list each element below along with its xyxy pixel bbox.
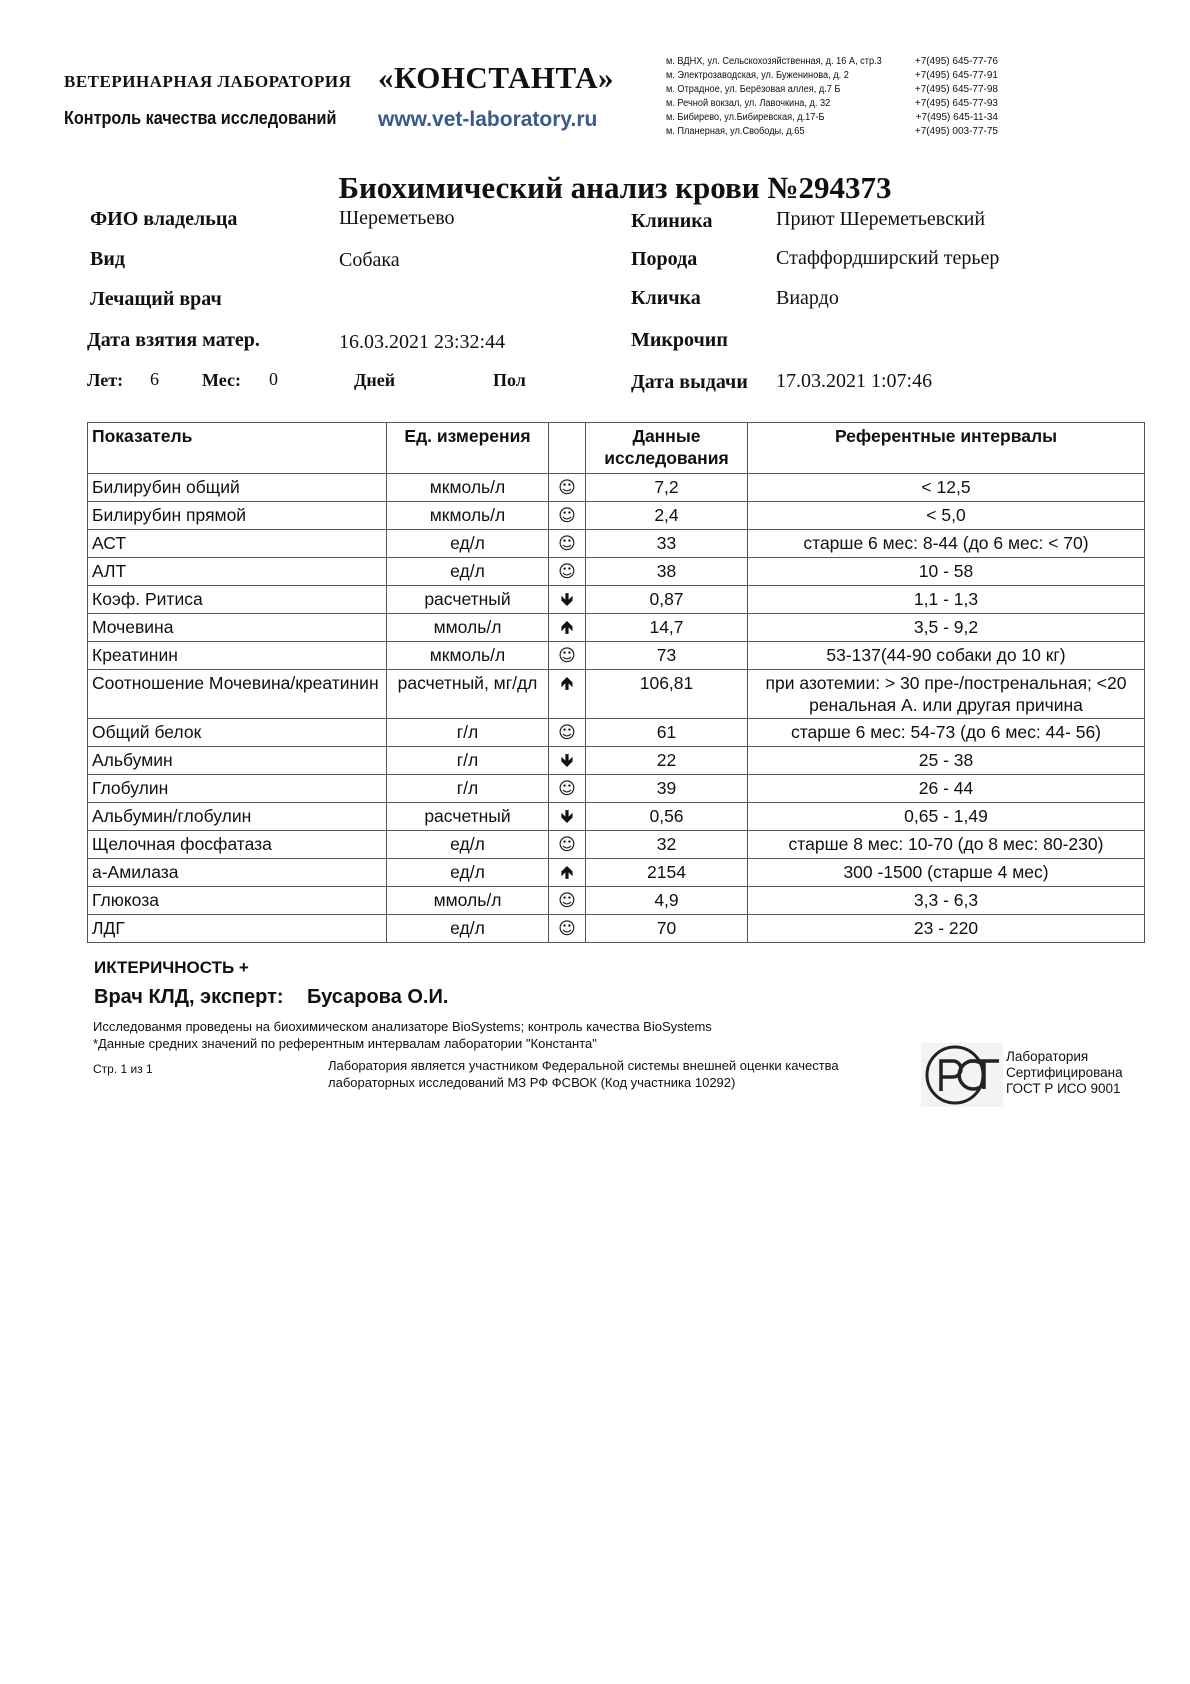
cell-ref: старше 8 мес: 10-70 (до 8 мес: 80-230) xyxy=(748,831,1145,859)
cell-name: Мочевина xyxy=(88,614,387,642)
cell-ref: 3,3 - 6,3 xyxy=(748,887,1145,915)
issue-date-label: Дата выдачи xyxy=(631,371,748,393)
phone-line: +7(495) 645-77-91 xyxy=(914,70,998,81)
table-header-row xyxy=(88,423,1145,474)
cell-flag xyxy=(549,775,586,803)
cell-value: 22 xyxy=(586,747,748,775)
doctor-label: Лечащий врач xyxy=(90,288,222,310)
cell-name: Альбумин xyxy=(88,747,387,775)
cell-value: 106,81 xyxy=(586,670,748,719)
cell-flag xyxy=(549,859,586,887)
cell-ref: 53-137(44-90 собаки до 10 кг) xyxy=(748,642,1145,670)
cell-name: Соотношение Мочевина/креатинин xyxy=(88,670,387,719)
cell-ref: 1,1 - 1,3 xyxy=(748,586,1145,614)
cell-unit: ед/л xyxy=(387,530,549,558)
cell-flag xyxy=(549,747,586,775)
breed-value: Стаффордширский терьер xyxy=(776,247,1000,269)
cell-ref: 25 - 38 xyxy=(748,747,1145,775)
phone-list xyxy=(908,55,998,139)
cell-ref: < 12,5 xyxy=(748,474,1145,502)
address-line: м. Речной вокзал, ул. Лавочкина, д. 32 xyxy=(666,98,831,109)
cert-line: ГОСТ Р ИСО 9001 xyxy=(1006,1081,1121,1096)
cell-unit: ед/л xyxy=(387,831,549,859)
cell-name: Глюкоза xyxy=(88,887,387,915)
years-label: Лет: xyxy=(87,370,124,390)
table-row xyxy=(88,747,1145,775)
table-row xyxy=(88,530,1145,558)
cell-ref: при азотемии: > 30 пре-/постренальная; <20 ренальная А. или другая причина xyxy=(748,670,1145,719)
phone-line: +7(495) 645-77-98 xyxy=(914,84,998,95)
cell-ref: старше 6 мес: 54-73 (до 6 мес: 44- 56) xyxy=(748,719,1145,747)
address-line: м. ВДНХ, ул. Сельскохозяйственная, д. 16 А, стр.3 xyxy=(666,56,882,67)
cell-name: Билирубин прямой xyxy=(88,502,387,530)
cell-name: Билирубин общий xyxy=(88,474,387,502)
cell-name: Общий белок xyxy=(88,719,387,747)
table-row xyxy=(88,775,1145,803)
table-row xyxy=(88,558,1145,586)
cell-unit: ед/л xyxy=(387,859,549,887)
cell-value: 73 xyxy=(586,642,748,670)
lab-url-link[interactable]: www.vet-laboratory.ru xyxy=(378,108,598,131)
address-line: м. Электрозаводская, ул. Буженинова, д. 2 xyxy=(666,70,849,81)
table-row xyxy=(88,586,1145,614)
lab-doctor-name: Бусарова О.И. xyxy=(307,986,449,1008)
smiley-icon: ☺ xyxy=(558,891,576,911)
cell-ref: 10 - 58 xyxy=(748,558,1145,586)
rst-certification-logo-icon xyxy=(921,1043,1003,1107)
reference-note: *Данные средних значений по референтным интервалам лаборатории "Константа" xyxy=(93,1036,597,1051)
cell-unit: г/л xyxy=(387,747,549,775)
cell-ref: 300 -1500 (старше 4 мес) xyxy=(748,859,1145,887)
cell-value: 33 xyxy=(586,530,748,558)
table-row xyxy=(88,502,1145,530)
smiley-icon: ☺ xyxy=(558,534,576,554)
fsvok-line: лабораторных исследований МЗ РФ ФСВОК (Код участника 10292) xyxy=(328,1075,736,1090)
cell-flag xyxy=(549,474,586,502)
document-title: Биохимический анализ крови №294373 xyxy=(338,170,892,205)
owner-label: ФИО владельца xyxy=(90,208,238,230)
cell-ref: старше 6 мес: 8-44 (до 6 мес: < 70) xyxy=(748,530,1145,558)
days-label: Дней xyxy=(354,370,396,390)
years-value: 6 xyxy=(150,369,159,389)
table-row xyxy=(88,831,1145,859)
cell-flag xyxy=(549,803,586,831)
sample-date-value: 16.03.2021 23:32:44 xyxy=(339,331,506,353)
cell-value: 32 xyxy=(586,831,748,859)
cell-ref: 3,5 - 9,2 xyxy=(748,614,1145,642)
table-row xyxy=(88,614,1145,642)
lab-subtitle: Контроль качества исследований xyxy=(64,108,337,128)
cell-unit: расчетный xyxy=(387,803,549,831)
cell-unit: расчетный, мг/дл xyxy=(387,670,549,719)
cell-unit: ед/л xyxy=(387,915,549,943)
cell-name: Глобулин xyxy=(88,775,387,803)
smiley-icon: ☺ xyxy=(558,723,576,743)
cell-name: а-Амилаза xyxy=(88,859,387,887)
header-flag xyxy=(549,423,586,474)
cell-name: ЛДГ xyxy=(88,915,387,943)
smiley-icon: ☺ xyxy=(558,478,576,498)
phone-line: +7(495) 003-77-75 xyxy=(914,126,998,137)
table-row xyxy=(88,887,1145,915)
smiley-icon: ☺ xyxy=(558,562,576,582)
cell-flag xyxy=(549,502,586,530)
cell-value: 14,7 xyxy=(586,614,748,642)
lab-name: ВЕТЕРИНАРНАЯ ЛАБОРАТОРИЯ xyxy=(64,72,352,91)
results-table xyxy=(87,422,1145,943)
address-line: м. Бибирево, ул.Бибиревская, д.17-Б xyxy=(666,112,825,123)
phone-line: +7(495) 645-11-34 xyxy=(915,112,998,123)
cell-flag xyxy=(549,558,586,586)
clinic-label: Клиника xyxy=(631,210,713,232)
cell-name: Коэф. Ритиса xyxy=(88,586,387,614)
sex-label: Пол xyxy=(493,370,526,390)
cell-flag xyxy=(549,586,586,614)
certification-text xyxy=(1006,1049,1123,1097)
table-row xyxy=(88,915,1145,943)
cell-name: Щелочная фосфатаза xyxy=(88,831,387,859)
cert-line: Лаборатория xyxy=(1006,1049,1089,1064)
cell-unit: мкмоль/л xyxy=(387,502,549,530)
address-list xyxy=(666,55,882,139)
cell-flag xyxy=(549,887,586,915)
fsvok-line: Лаборатория является участником Федеральной системы внешней оценки качества xyxy=(328,1058,839,1073)
cell-value: 4,9 xyxy=(586,887,748,915)
issue-date-value: 17.03.2021 1:07:46 xyxy=(776,370,933,392)
cell-name: Креатинин xyxy=(88,642,387,670)
smiley-icon: ☺ xyxy=(558,646,576,666)
header-ref: Референтные интервалы xyxy=(748,423,1145,474)
arrow-down-icon: 🡻 xyxy=(560,807,574,827)
owner-value: Шереметьево xyxy=(339,207,455,229)
cell-value: 2154 xyxy=(586,859,748,887)
arrow-up-icon: 🡹 xyxy=(560,674,574,694)
cell-value: 39 xyxy=(586,775,748,803)
address-line: м. Отрадное, ул. Берёзовая аллея, д.7 Б xyxy=(666,84,841,95)
arrow-down-icon: 🡻 xyxy=(560,590,574,610)
table-row xyxy=(88,719,1145,747)
phone-line: +7(495) 645-77-93 xyxy=(914,98,998,109)
header-name: Показатель xyxy=(88,423,387,474)
cell-unit: ед/л xyxy=(387,558,549,586)
arrow-up-icon: 🡹 xyxy=(560,618,574,638)
cell-flag xyxy=(549,670,586,719)
cell-flag xyxy=(549,719,586,747)
cell-unit: г/л xyxy=(387,719,549,747)
table-row xyxy=(88,859,1145,887)
cell-flag xyxy=(549,530,586,558)
nickname-value: Виардо xyxy=(776,287,839,309)
cell-ref: < 5,0 xyxy=(748,502,1145,530)
cell-value: 2,4 xyxy=(586,502,748,530)
icterus-note: ИКТЕРИЧНОСТЬ + xyxy=(94,958,249,977)
cell-value: 0,87 xyxy=(586,586,748,614)
smiley-icon: ☺ xyxy=(558,779,576,799)
cell-unit: ммоль/л xyxy=(387,887,549,915)
header-value: Данные исследования xyxy=(586,423,748,474)
species-label: Вид xyxy=(90,248,125,270)
cell-unit: расчетный xyxy=(387,586,549,614)
cell-value: 70 xyxy=(586,915,748,943)
arrow-down-icon: 🡻 xyxy=(560,751,574,771)
lab-brand: «КОНСТАНТА» xyxy=(378,60,614,95)
cell-flag xyxy=(549,915,586,943)
sample-date-label: Дата взятия матер. xyxy=(87,329,260,351)
cell-unit: ммоль/л xyxy=(387,614,549,642)
table-row xyxy=(88,642,1145,670)
results-body xyxy=(88,474,1145,943)
cell-ref: 0,65 - 1,49 xyxy=(748,803,1145,831)
table-row xyxy=(88,670,1145,719)
header-unit: Ед. измерения xyxy=(387,423,549,474)
table-row xyxy=(88,803,1145,831)
nickname-label: Кличка xyxy=(631,287,701,309)
clinic-value: Приют Шереметьевский xyxy=(776,208,986,230)
address-line: м. Планерная, ул.Свободы, д.65 xyxy=(666,126,805,137)
fsvok-note xyxy=(328,1057,839,1091)
cell-value: 38 xyxy=(586,558,748,586)
cell-unit: г/л xyxy=(387,775,549,803)
page-number: Стр. 1 из 1 xyxy=(93,1062,153,1076)
cell-flag xyxy=(549,642,586,670)
cell-name: АЛТ xyxy=(88,558,387,586)
months-label: Мес: xyxy=(202,370,241,390)
table-row xyxy=(88,474,1145,502)
chip-label: Микрочип xyxy=(631,329,728,351)
lab-doctor-label: Врач КЛД, эксперт: xyxy=(94,986,284,1008)
cell-name: Альбумин/глобулин xyxy=(88,803,387,831)
cell-value: 7,2 xyxy=(586,474,748,502)
cell-ref: 23 - 220 xyxy=(748,915,1145,943)
cell-flag xyxy=(549,614,586,642)
breed-label: Порода xyxy=(631,248,698,270)
cell-ref: 26 - 44 xyxy=(748,775,1145,803)
cell-flag xyxy=(549,831,586,859)
cell-value: 61 xyxy=(586,719,748,747)
smiley-icon: ☺ xyxy=(558,835,576,855)
arrow-up-icon: 🡹 xyxy=(560,863,574,883)
cell-unit: мкмоль/л xyxy=(387,474,549,502)
cell-unit: мкмоль/л xyxy=(387,642,549,670)
analyzer-note: Исследованмя проведены на биохимическом анализаторе BioSystems; контроль качества BioSystems xyxy=(93,1019,712,1034)
phone-line: +7(495) 645-77-76 xyxy=(914,56,998,67)
months-value: 0 xyxy=(269,369,278,389)
cell-name: АСТ xyxy=(88,530,387,558)
cell-value: 0,56 xyxy=(586,803,748,831)
smiley-icon: ☺ xyxy=(558,919,576,939)
species-value: Собака xyxy=(339,249,400,271)
smiley-icon: ☺ xyxy=(558,506,576,526)
cert-line: Сертифицирована xyxy=(1006,1065,1123,1080)
